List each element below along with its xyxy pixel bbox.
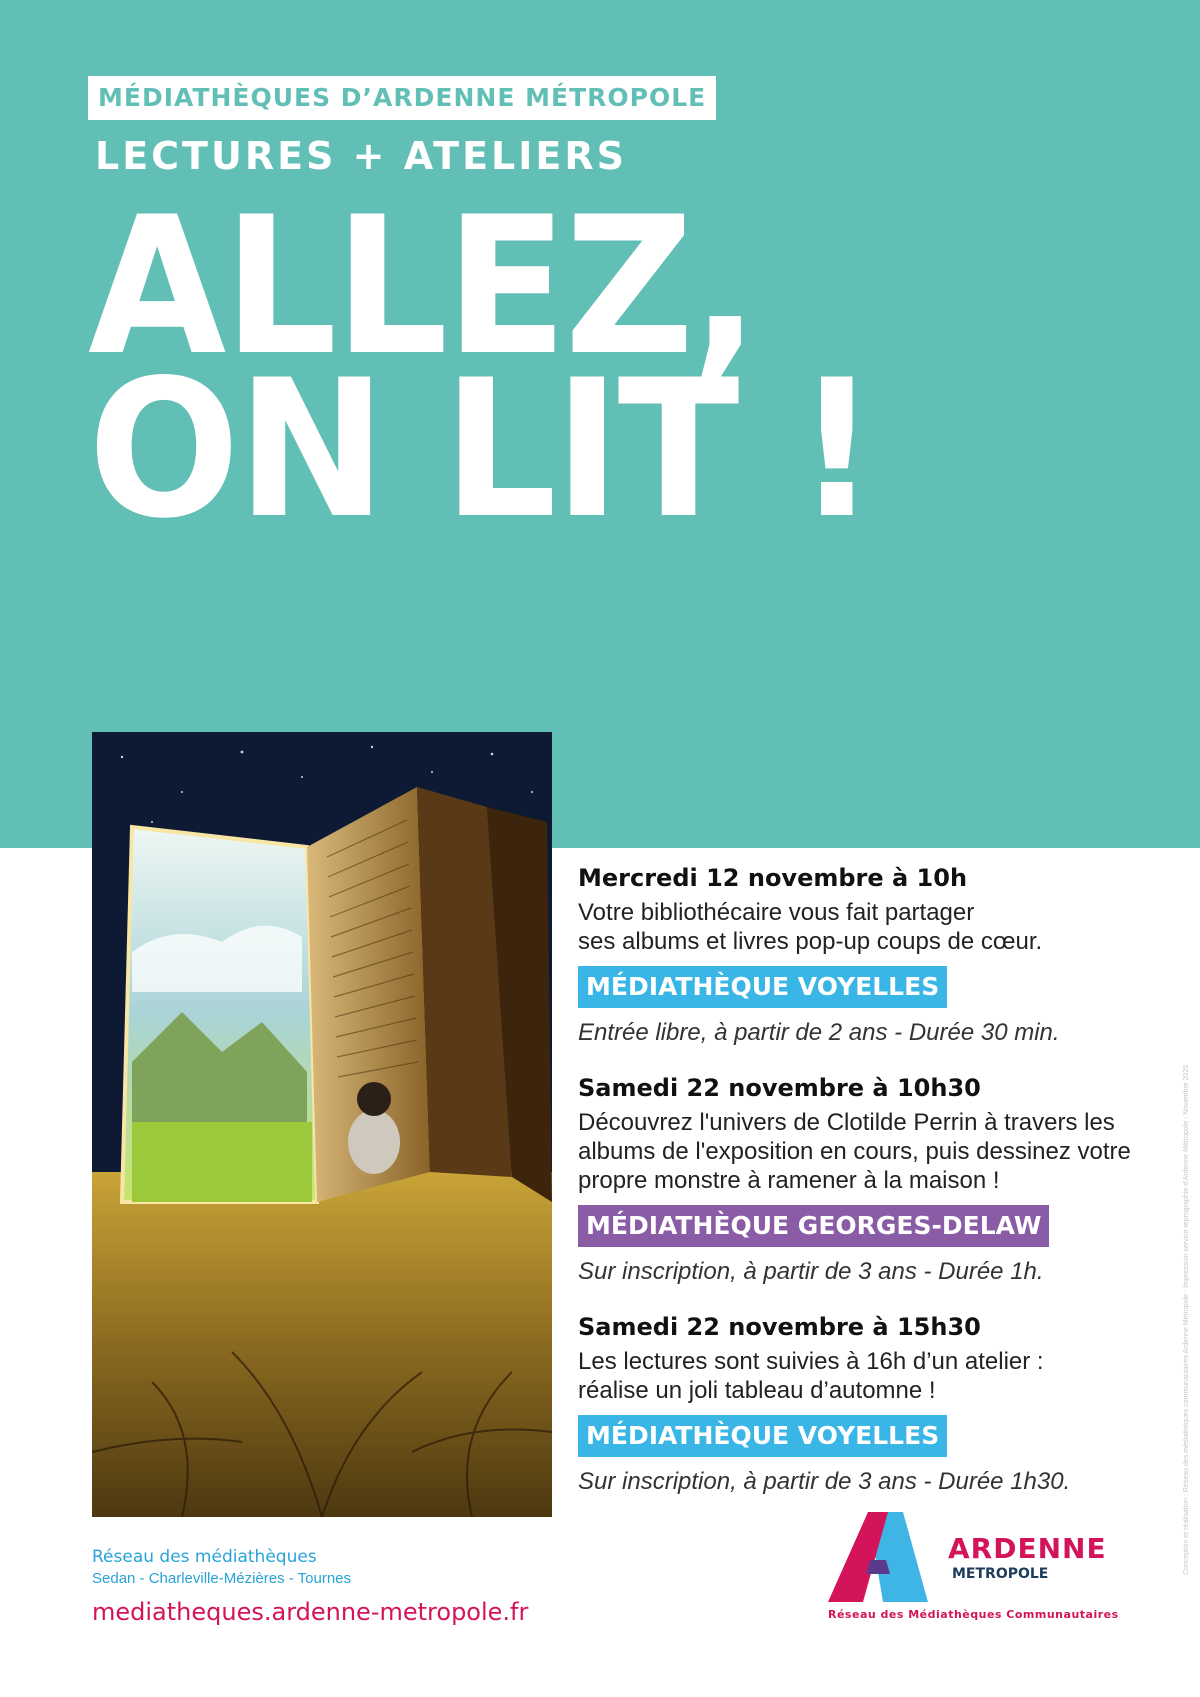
event-description-line: Votre bibliothécaire vous fait partager — [578, 899, 975, 926]
event-item — [578, 1311, 1178, 1497]
logo-triangle-icon — [828, 1512, 928, 1602]
production-credit: Conception et réalisation : Réseau des médiathèques communautaires Ardenne Métropole - Impression service reprographie d’Ardenne Métropole - Novembre 2025 — [1183, 1064, 1190, 1575]
logo-sub: METROPOLE — [952, 1566, 1049, 1582]
website-link[interactable]: mediatheques.ardenne-metropole.fr — [92, 1598, 529, 1626]
event-date: Mercredi 12 novembre à 10h — [578, 864, 968, 892]
event-description — [578, 1347, 1178, 1405]
headline-line-1: ALLEZ, — [88, 176, 757, 397]
event-type-subtitle: LECTURES + ATELIERS — [95, 134, 627, 178]
event-description-line: propre monstre à ramener à la maison ! — [578, 1167, 1000, 1194]
ardenne-metropole-logo — [828, 1512, 1128, 1632]
event-list — [578, 862, 1178, 1521]
event-description-line: albums de l'exposition en cours, puis dessinez votre — [578, 1138, 1131, 1165]
logo-tagline: Réseau des Médiathèques Communautaires — [828, 1608, 1119, 1621]
open-book-child-illustration — [92, 732, 552, 1517]
footer-cities: Sedan - Charleville-Mézières - Tournes — [92, 1570, 351, 1587]
event-item — [578, 1072, 1178, 1287]
event-access-info: Entrée libre, à partir de 2 ans - Durée 30 min. — [578, 1019, 1060, 1046]
footer-network-title: Réseau des médiathèques — [92, 1547, 317, 1567]
headline-line-2: ON LIT ! — [88, 339, 875, 561]
event-date: Samedi 22 novembre à 10h30 — [578, 1074, 981, 1102]
event-access-info: Sur inscription, à partir de 3 ans - Durée 1h. — [578, 1258, 1044, 1285]
illustration-graphic — [92, 732, 552, 1517]
headline — [88, 176, 875, 561]
logo-name: ARDENNE — [948, 1532, 1107, 1565]
venue-badge-voyelles: MÉDIATHÈQUE VOYELLES — [578, 1415, 947, 1457]
event-description-line: Les lectures sont suivies à 16h d’un atelier : — [578, 1348, 1044, 1375]
venue-badge-voyelles: MÉDIATHÈQUE VOYELLES — [578, 966, 947, 1008]
event-description-line: Découvrez l'univers de Clotilde Perrin à travers les — [578, 1109, 1115, 1136]
event-access-info: Sur inscription, à partir de 3 ans - Durée 1h30. — [578, 1468, 1071, 1495]
venue-badge-georges-delaw: MÉDIATHÈQUE GEORGES-DELAW — [578, 1205, 1049, 1247]
network-kicker: MÉDIATHÈQUES D’ARDENNE MÉTROPOLE — [88, 76, 716, 120]
event-date: Samedi 22 novembre à 15h30 — [578, 1313, 981, 1341]
event-item — [578, 862, 1178, 1048]
event-description-line: réalise un joli tableau d’automne ! — [578, 1377, 936, 1404]
event-description-line: ses albums et livres pop-up coups de cœur. — [578, 928, 1043, 955]
event-description — [578, 898, 1178, 956]
event-description — [578, 1108, 1178, 1195]
